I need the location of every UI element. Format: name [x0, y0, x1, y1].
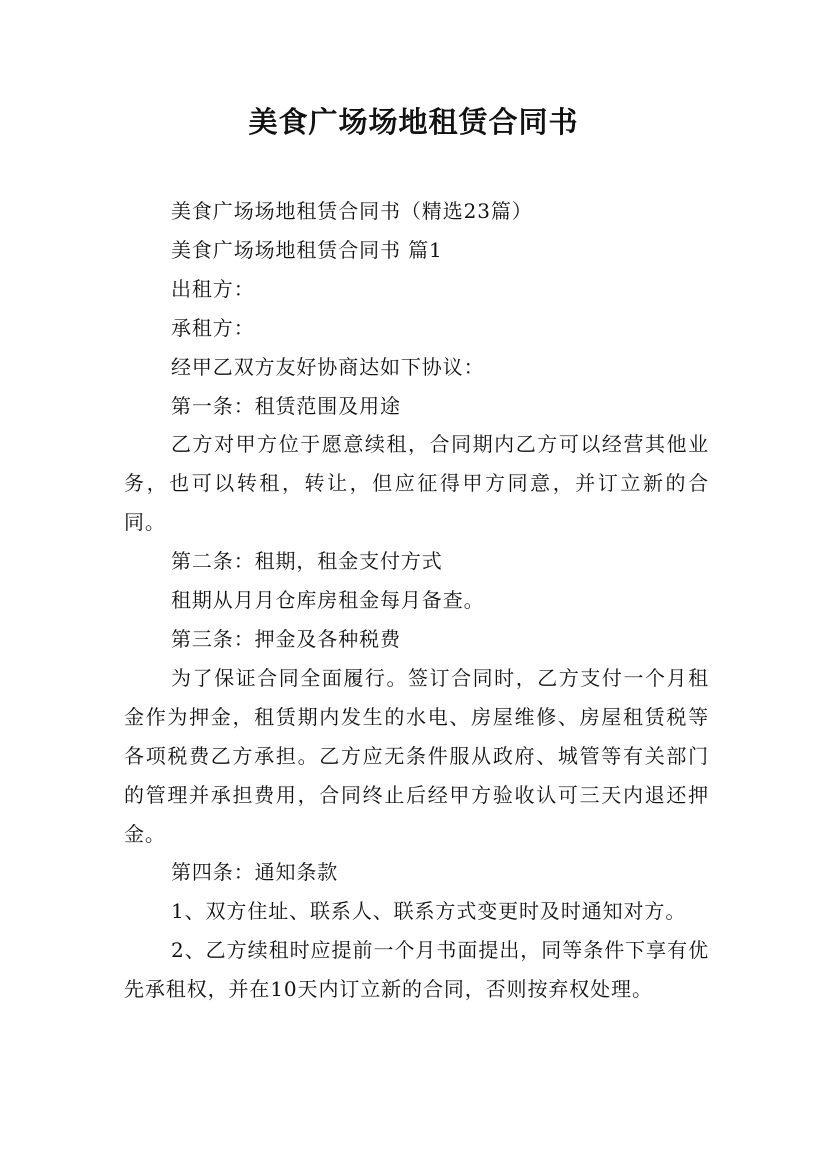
article-2-heading: 第二条：租期，租金支付方式: [171, 549, 443, 574]
article-4-item-2: 2、乙方续租时应提前一个月书面提出，同等条件下享有优先承租权，并在10天内订立新的合同，否则按弃权处理。: [124, 938, 709, 1002]
agreement-intro: 经甲乙双方友好协商达如下协议：: [171, 354, 485, 379]
subtitle-paragraph: 美食广场场地租赁合同书（精选23篇）: [171, 199, 533, 223]
article-3-heading: 第三条：押金及各种税费: [171, 626, 401, 651]
article-1-heading: 第一条：租赁范围及用途: [171, 393, 401, 418]
document-body: [124, 192, 709, 1009]
article-4-item-1: 1、双方住址、联系人、联系方式变更时及时通知对方。: [171, 899, 687, 924]
lessor-line: 出租方：: [171, 276, 255, 301]
section-heading: 美食广场场地租赁合同书 篇1: [171, 237, 443, 262]
article-3-body: 为了保证合同全面履行。签订合同时，乙方支付一个月租金作为押金，租赁期内发生的水电、房屋维修、房屋租赁税等各项税费乙方承担。乙方应无条件服从政府、城管等有关部门的管理并承担费用，合同终止后经甲方验收认可三天内退还押金。: [124, 665, 709, 846]
article-2-body: 租期从月月仓库房租金每月备查。: [171, 588, 485, 613]
lessee-line: 承租方：: [171, 315, 255, 340]
article-4-heading: 第四条：通知条款: [171, 860, 339, 885]
document-title: 美食广场场地租赁合同书: [248, 105, 579, 139]
article-1-body: 乙方对甲方位于愿意续租，合同期内乙方可以经营其他业务，也可以转租，转让，但应征得甲方同意，并订立新的合同。: [124, 432, 709, 535]
